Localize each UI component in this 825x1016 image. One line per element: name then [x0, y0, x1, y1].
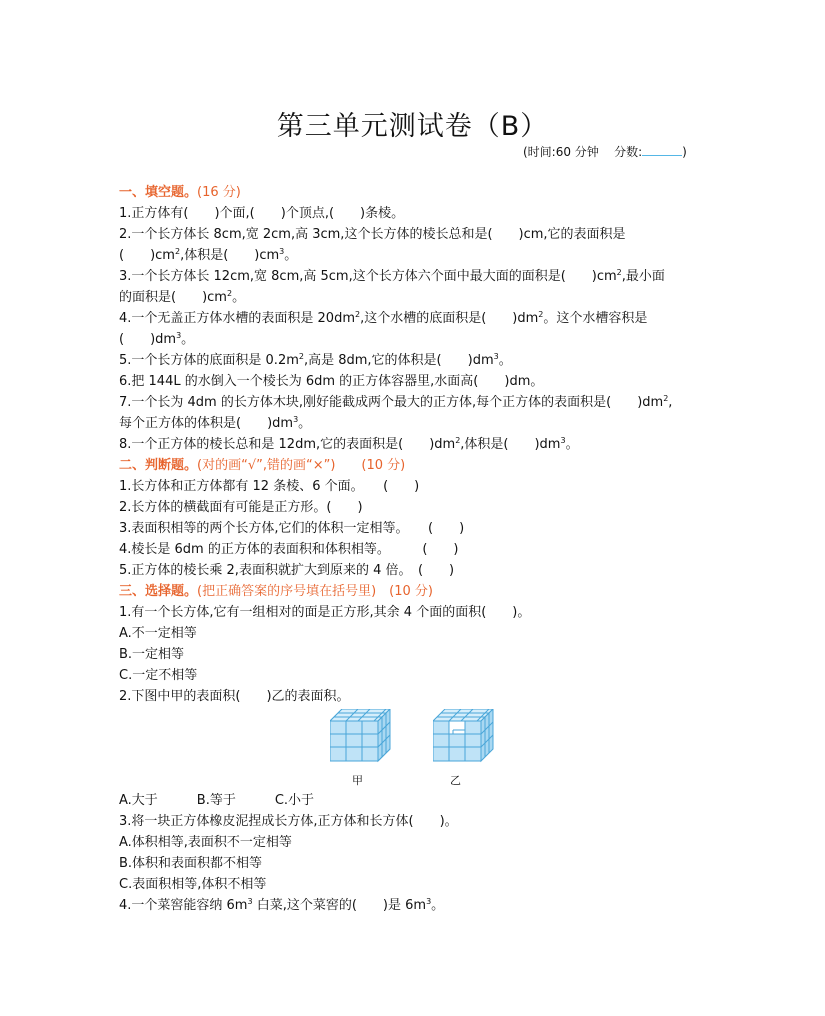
score-label: 分数: — [614, 145, 643, 159]
section-3-header — [119, 584, 433, 600]
question-1-1: 1.正方体有( )个面,( )个顶点,( )条棱。 — [119, 206, 405, 221]
cube-figure-yi — [433, 709, 497, 769]
question-1-4b: ( )$dm^3$。 — [119, 331, 195, 347]
question-2-3: 3.表面积相等的两个长方体,它们的体积一定相等。 ( ) — [119, 521, 465, 536]
question-1-6: 6.把 144L 的水倒入一个棱长为 6dm 的正方体容器里,水面高( )dm。 — [119, 374, 544, 389]
question-3-1-option-b: B.一定相等 — [119, 647, 185, 662]
exam-meta — [523, 143, 687, 160]
section-1-points: (16 分) — [197, 185, 241, 200]
question-2-5: 5.正方体的棱长乘 2,表面积就扩大到原来的 4 倍。 ( ) — [119, 563, 455, 578]
meta-close: ) — [682, 145, 687, 159]
section-3-title: 三、选择题。 — [119, 584, 198, 599]
question-3-2-options: A.大于 B.等于 C.小于 — [119, 793, 315, 808]
question-1-3a: 3.一个长方体长 12cm,宽 8cm,高 5cm,这个长方体六个面中最大面的面积是( )$cm^2$,最小面 — [119, 268, 665, 284]
section-1-title: 一、填空题。 — [119, 185, 198, 200]
figure-label-jia: 甲 — [352, 774, 363, 787]
question-1-2b: ( )$cm^2$,体积是( )$cm^3$。 — [119, 247, 298, 263]
question-1-3b: 的面积是( )$cm^2$。 — [119, 289, 246, 305]
section-1-header — [119, 185, 241, 201]
question-3-3-option-c: C.表面积相等,体积不相等 — [119, 877, 267, 892]
question-3-3: 3.将一块正方体橡皮泥捏成长方体,正方体和长方体( )。 — [119, 814, 458, 829]
question-3-1: 1.有一个长方体,它有一组相对的面是正方形,其余 4 个面的面积( )。 — [119, 605, 531, 620]
question-1-7a: 7.一个长为 4dm 的长方体木块,刚好能截成两个最大的正方体,每个正方体的表面积是( )$dm^2$, — [119, 394, 673, 410]
question-2-2: 2.长方体的横截面有可能是正方形。( ) — [119, 500, 363, 515]
cube-figure-jia — [330, 709, 394, 769]
question-2-1: 1.长方体和正方体都有 12 条棱、6 个面。 ( ) — [119, 479, 420, 494]
question-3-4: 4.一个菜窖能容纳 $6m^3$ 白菜,这个菜窖的( )是 $6m^3$。 — [119, 897, 445, 913]
question-3-3-option-b: B.体积和表面积都不相等 — [119, 856, 263, 871]
question-1-4a: 4.一个无盖正方体水槽的表面积是 $20dm^2$,这个水槽的底面积是( )$dm^2$。这个水槽容积是 — [119, 310, 648, 326]
question-1-2a: 2.一个长方体长 8cm,宽 2cm,高 3cm,这个长方体的棱长总和是( )cm,它的表面积是 — [119, 227, 626, 242]
score-blank — [642, 145, 682, 156]
question-2-4: 4.棱长是 6dm 的正方体的表面积和体积相等。 ( ) — [119, 542, 459, 557]
question-3-1-option-c: C.一定不相等 — [119, 668, 198, 683]
section-2-title: 二、判断题。 — [119, 458, 198, 473]
question-1-8: 8.一个正方体的棱长总和是 12dm,它的表面积是( )$dm^2$,体积是( )$dm^3$。 — [119, 436, 579, 452]
question-1-7b: 每个正方体的体积是( )$dm^3$。 — [119, 415, 312, 431]
question-3-1-option-a: A.不一定相等 — [119, 626, 197, 641]
section-2-note: (对的画“√”,错的画“×”) (10 分) — [197, 458, 406, 473]
question-3-3-option-a: A.体积相等,表面积不一定相等 — [119, 835, 292, 850]
section-3-note: (把正确答案的序号填在括号里) (10 分) — [197, 584, 433, 599]
question-3-2: 2.下图中甲的表面积( )乙的表面积。 — [119, 689, 350, 704]
question-1-5: 5.一个长方体的底面积是 $0.2m^2$,高是 8dm,它的体积是( )$dm^3$。 — [119, 352, 512, 368]
section-2-header — [119, 458, 405, 474]
time-label: (时间:60 分钟 — [523, 145, 599, 159]
page-title: 第三单元测试卷（B） — [276, 111, 549, 142]
figure-label-yi: 乙 — [450, 774, 461, 787]
